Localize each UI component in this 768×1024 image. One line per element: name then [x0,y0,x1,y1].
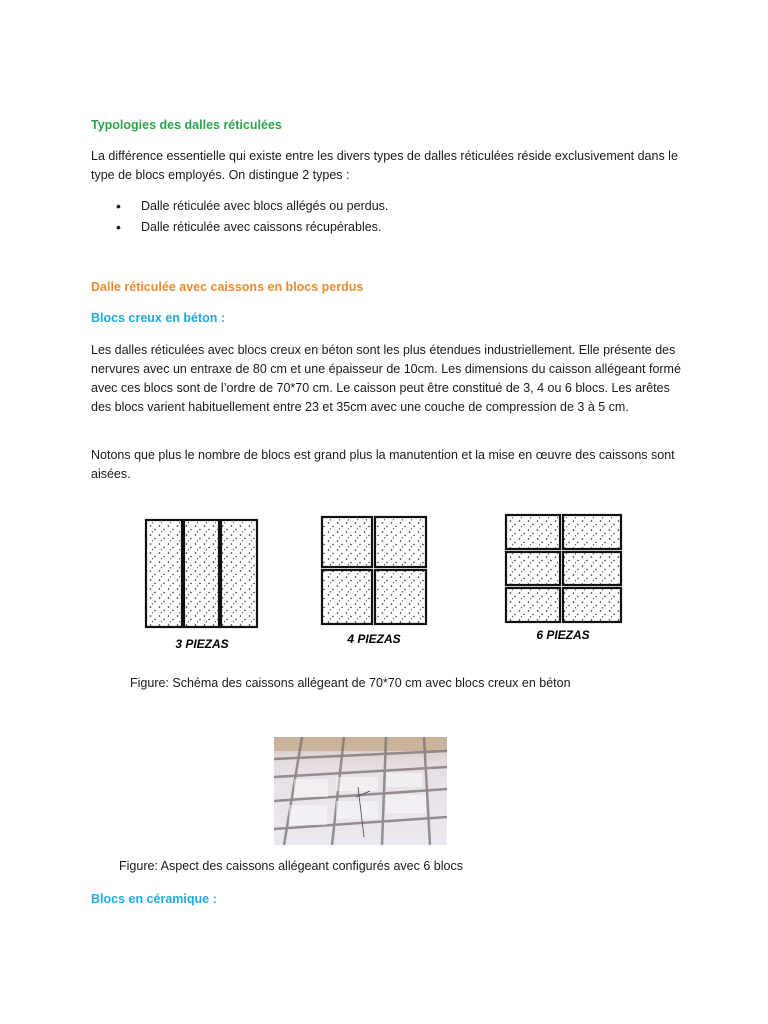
diagram-label: 4 PIEZAS [347,632,401,646]
paragraph-notons: Notons que plus le nombre de blocs est grand plus la manutention et la mise en œuvre des caissons sont aisées. [91,448,675,481]
diagram-3-pieces [140,515,265,650]
heading-blocs-ceramique: Blocs en céramique : [91,892,217,906]
paragraph-intro: La différence essentielle qui existe entre les divers types de dalles réticulées réside exclusivement dans le type de blocs employés. On distingue 2 types : [91,149,678,182]
diagram-label: 6 PIEZAS [536,628,590,642]
diagram-6-pieces [500,510,630,645]
paragraph-blocs-beton: Les dalles réticulées avec blocs creux en béton sont les plus étendues industriellement. Elle présente des nervures avec un entraxe de 80 cm et une épaisseur de 10cm. Les dimensions du caisson allégeant formé avec ces blocs sont de l’ordre de 70*70 cm. Le caisson peut être constitué de 3, 4 ou 6 blocs. Les arêtes des blocs varient habituellement entre 23 et 35cm avec une couche de compression de 3 à 5 cm. [91,343,681,414]
types-list [91,196,388,238]
heading-blocs-perdus: Dalle réticulée avec caissons en blocs perdus [91,280,364,294]
diagram-label: 3 PIEZAS [175,637,229,650]
heading-blocs-beton: Blocs creux en béton : [91,311,226,325]
list-item: • Dalle réticulée avec blocs allégés ou perdus. [91,196,388,217]
caption-photo: Figure: Aspect des caissons allégeant configurés avec 6 blocs [119,859,463,873]
diagram-4-pieces [318,512,433,647]
caissons-photo [274,737,447,845]
caption-schema: Figure: Schéma des caissons allégeant de 70*70 cm avec blocs creux en béton [130,676,571,690]
heading-typologies: Typologies des dalles réticulées [91,118,282,132]
list-item: • Dalle réticulée avec caissons récupérables. [91,217,388,238]
